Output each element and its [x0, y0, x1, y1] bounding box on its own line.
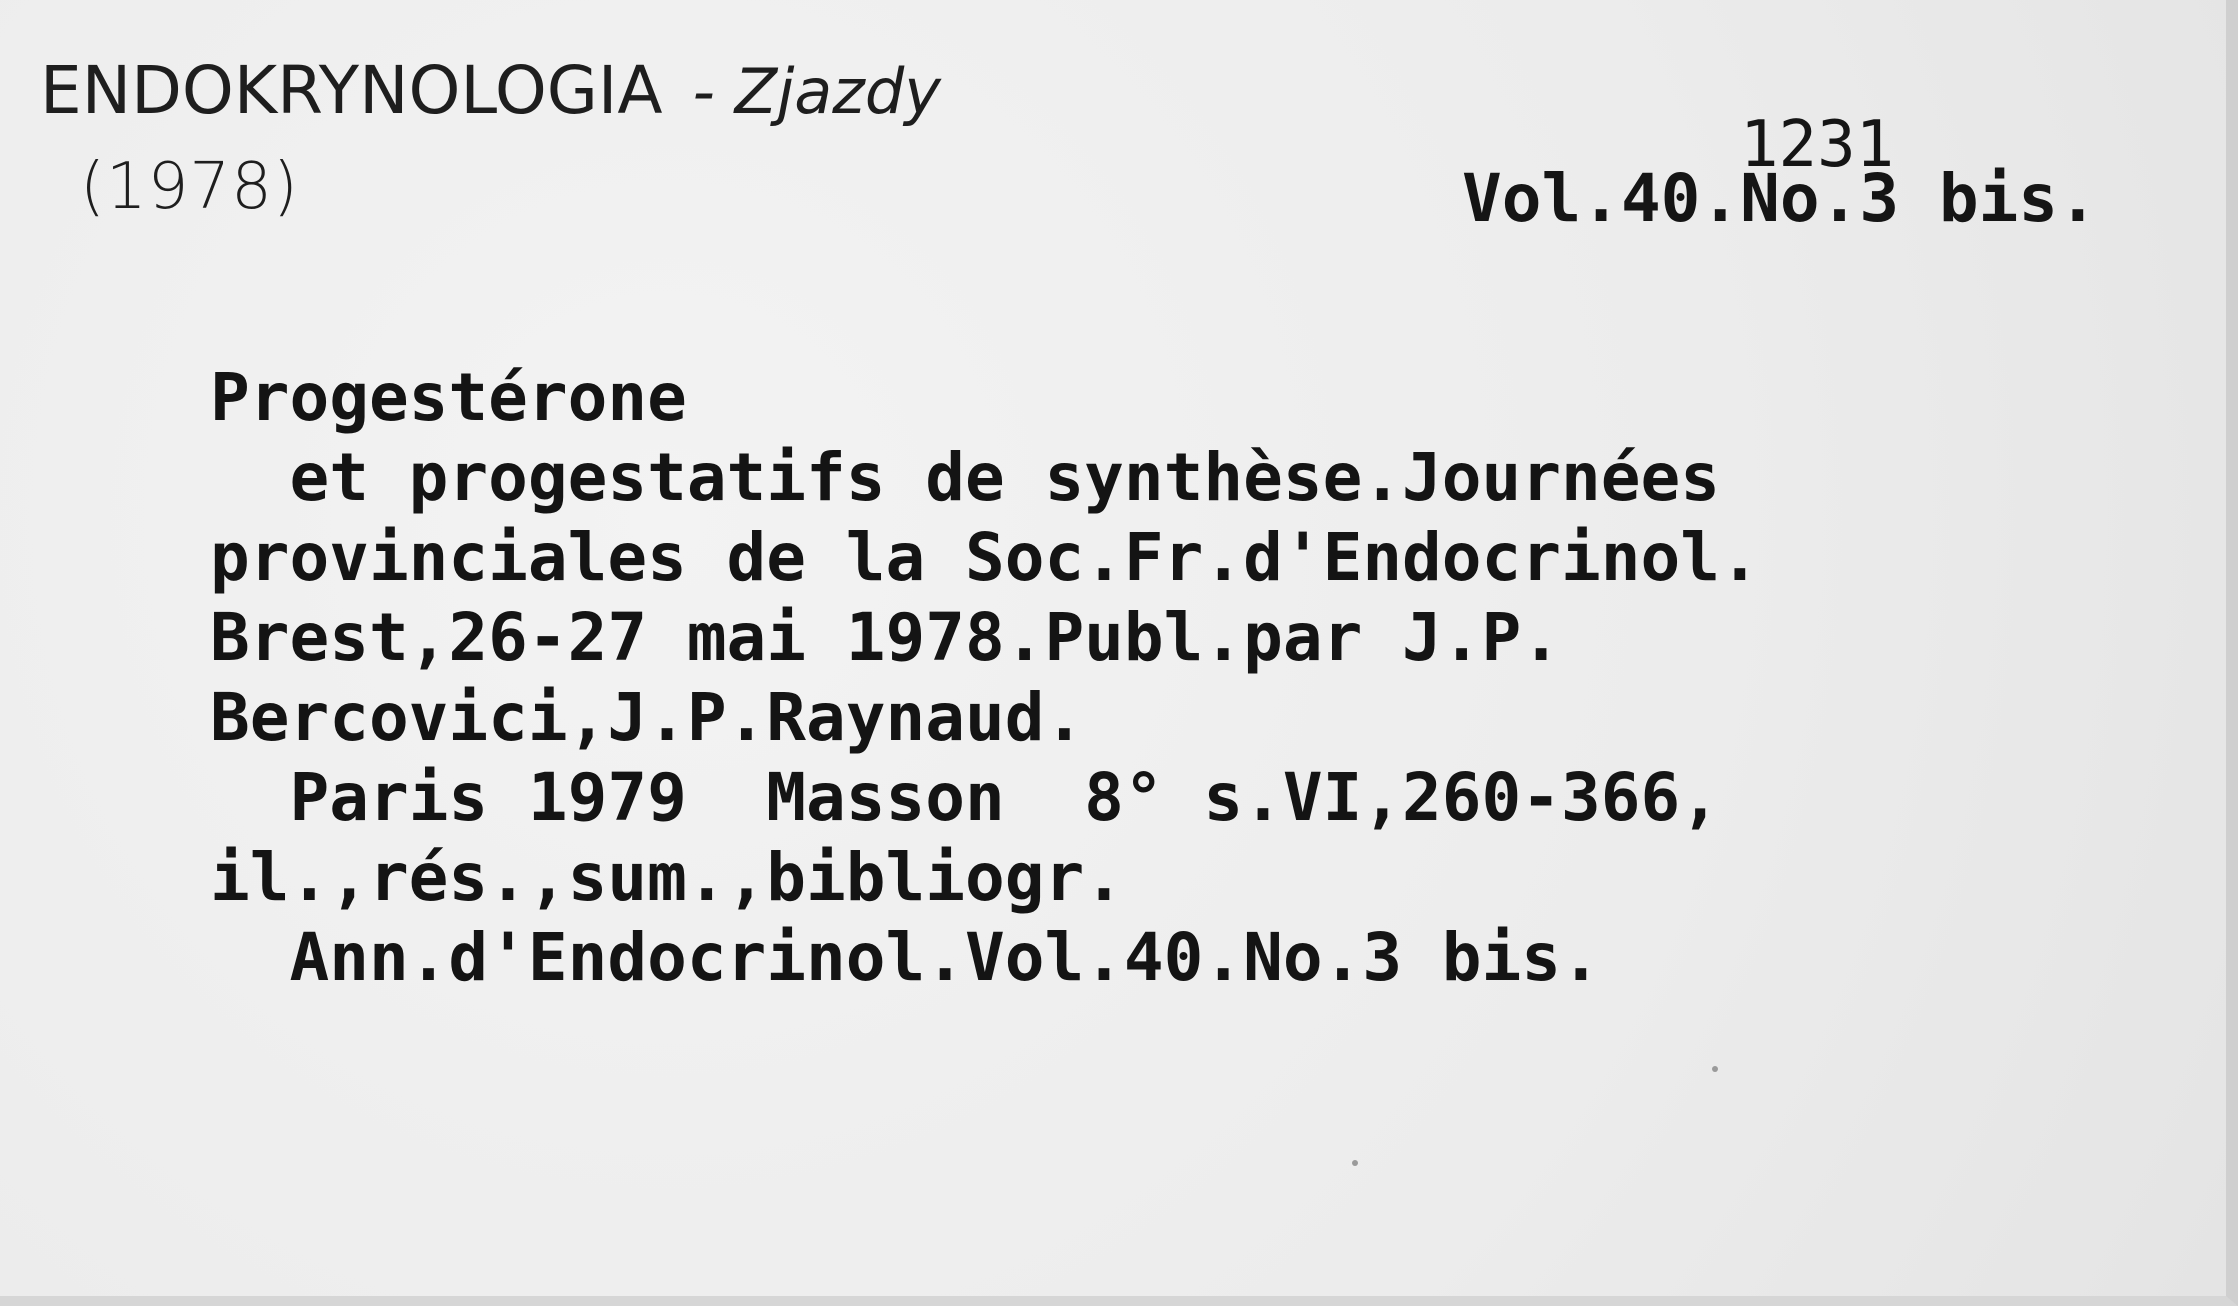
paper-speck: [1712, 1066, 1718, 1072]
body-line: provinciales de la Soc.Fr.d'Endocrinol.: [210, 519, 1760, 596]
body-line: Brest,26-27 mai 1978.Publ.par J.P.: [210, 599, 1562, 676]
call-number: 1231: [1740, 108, 1895, 182]
paper-speck: [1352, 1160, 1358, 1166]
body-line: Paris 1979 Masson 8° s.VI,260-366,: [210, 759, 1720, 836]
subheading-text: - Zjazdy: [692, 55, 941, 128]
body-line-title: Progestérone: [210, 359, 687, 436]
subject-text: ENDOKRYNOLOGIA: [40, 52, 663, 129]
body-line: Bercovici,J.P.Raynaud.: [210, 679, 1085, 756]
heading-year: (1978): [80, 150, 299, 224]
card-body: [210, 358, 1760, 998]
body-line: il.,rés.,sum.,bibliogr.: [210, 839, 1124, 916]
body-line: et progestatifs de synthèse.Journées: [210, 439, 1720, 516]
body-line: Ann.d'Endocrinol.Vol.40.No.3 bis.: [210, 919, 1601, 996]
volume-reference: Vol.40.No.3 bis.: [1462, 160, 2098, 237]
heading-subject: [40, 52, 941, 129]
